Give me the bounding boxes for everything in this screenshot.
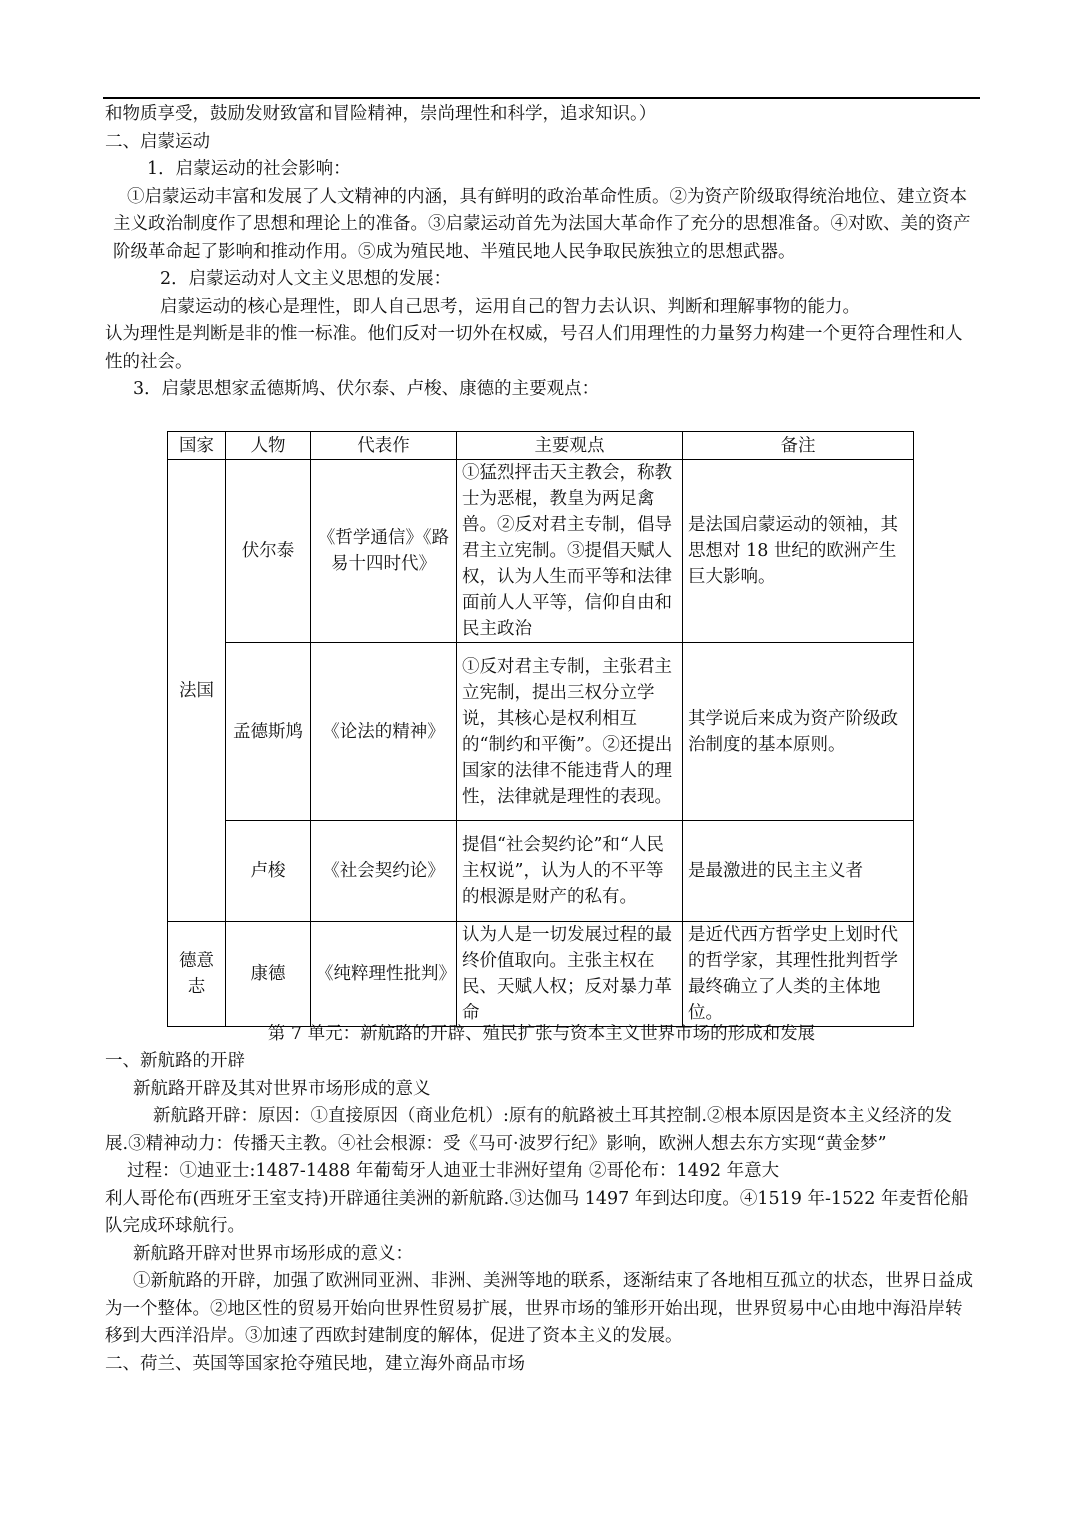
new-routes-process-line1: 过程：①迪亚士:1487-1488 年葡萄牙人迪亚士非洲好望角 ②哥伦布：1492 年意大 bbox=[127, 1161, 780, 1181]
views-cell: ①猛烈抨击天主教会，称教士为恶棍，教皇为两足禽兽。②反对君主专制，倡导君主立宪制。③提倡天赋人权，认为人生而平等和法律面前人人平等，信仰自由和民主政治 bbox=[457, 460, 683, 643]
unit7-title: 第 7 单元：新航路的开辟、殖民扩张与资本主义世界市场的形成和发展 bbox=[267, 1024, 816, 1044]
new-routes-process-line2: 利人哥伦布(西班牙王室支持)开辟通往美洲的新航路.③达伽马 1497 年到达印度。④1519 年-1522 年麦哲伦船队完成环球航行。 bbox=[105, 1188, 969, 1236]
colonies-heading: 二、荷兰、英国等国家抢夺殖民地，建立海外商品市场 bbox=[105, 1353, 525, 1374]
work-cell: 《社会契约论》 bbox=[311, 821, 457, 922]
work-cell: 《纯粹理性批判》 bbox=[311, 922, 457, 1027]
note-cell: 是最激进的民主主义者 bbox=[683, 821, 914, 922]
person-cell: 伏尔泰 bbox=[226, 460, 311, 643]
note-cell: 是法国启蒙运动的领袖，其思想对 18 世纪的欧洲产生巨大影响。 bbox=[683, 460, 914, 643]
new-routes-cause: 新航路开辟：原因：①直接原因（商业危机）:原有的航路被土耳其控制.②根本原因是资本主义经济的发展.③精神动力：传播天主教。④社会根源：受《马可·波罗行纪》影响，欧洲人想去东方实现“黄金梦” bbox=[105, 1106, 952, 1154]
work-cell: 《论法的精神》 bbox=[311, 643, 457, 821]
new-routes-heading: 一、新航路的开辟 bbox=[105, 1051, 245, 1071]
country-france: 法国 bbox=[168, 460, 226, 922]
item1-body: ①启蒙运动丰富和发展了人文精神的内涵，具有鲜明的政治革命性质。②为资产阶级取得统治地位、建立资本主义政治制度作了思想和理论上的准备。③启蒙运动首先为法国大革命作了充分的思想准备。④对欧、美的资产阶级革命起了影响和推动作用。⑤成为殖民地、半殖民地人民争取民族独立的思想武器。 bbox=[113, 186, 971, 262]
person-cell: 孟德斯鸠 bbox=[226, 643, 311, 821]
note-cell: 其学说后来成为资产阶级政治制度的基本原则。 bbox=[683, 643, 914, 821]
header-rule bbox=[103, 97, 980, 99]
views-cell: ①反对君主专制，主张君主立宪制，提出三权分立学说，其核心是权利相互的“制约和平衡”。②还提出国家的法律不能违背人的理性，法律就是理性的表现。 bbox=[457, 643, 683, 821]
table-header-row bbox=[168, 432, 914, 460]
header-work: 代表作 bbox=[311, 432, 457, 460]
item3-title: 3．启蒙思想家孟德斯鸠、伏尔泰、卢梭、康德的主要观点： bbox=[133, 379, 600, 399]
work-cell: 《哲学通信》《路易十四时代》 bbox=[311, 460, 457, 643]
significance-body: ①新航路的开辟，加强了欧洲同亚洲、非洲、美洲等地的联系，逐渐结束了各地相互孤立的状态，世界日益成为一个整体。②地区性的贸易开始向世界性贸易扩展，世界市场的雏形开始出现，世界贸易中心由地中海沿岸转移到大西洋沿岸。③加速了西欧封建制度的解体，促进了资本主义的发展。 bbox=[105, 1271, 973, 1346]
table-row bbox=[168, 643, 914, 821]
person-cell: 卢梭 bbox=[226, 821, 311, 922]
new-routes-subheading: 新航路开辟及其对世界市场形成的意义 bbox=[133, 1078, 431, 1099]
views-cell: 提倡“社会契约论”和“人民主权说”，认为人的不平等的根源是财产的私有。 bbox=[457, 821, 683, 922]
country-germany: 德意志 bbox=[168, 922, 226, 1027]
table-row bbox=[168, 922, 914, 1027]
item2-title: 2．启蒙运动对人文主义思想的发展： bbox=[160, 269, 452, 289]
thinkers-table bbox=[167, 431, 914, 1027]
header-views: 主要观点 bbox=[457, 432, 683, 460]
item2-body: 启蒙运动的核心是理性，即人自己思考，运用自己的智力去认识、判断和理解事物的能力。 bbox=[160, 296, 860, 317]
table-row bbox=[168, 821, 914, 922]
views-cell: 认为人是一切发展过程的最终价值取向。主张主权在民、天赋人权；反对暴力革命 bbox=[457, 922, 683, 1027]
header-note: 备注 bbox=[683, 432, 914, 460]
note-cell: 是近代西方哲学史上划时代的哲学家，其理性批判哲学最终确立了人类的主体地位。 bbox=[683, 922, 914, 1027]
top-text: 和物质享受，鼓励发财致富和冒险精神，崇尚理性和科学，追求知识。） bbox=[105, 104, 657, 124]
item1-title: 1．启蒙运动的社会影响： bbox=[147, 159, 351, 179]
significance-title: 新航路开辟对世界市场形成的意义： bbox=[133, 1243, 413, 1264]
person-cell: 康德 bbox=[226, 922, 311, 1027]
header-person: 人物 bbox=[226, 432, 311, 460]
item2-body-continued: 认为理性是判断是非的惟一标准。他们反对一切外在权威，号召人们用理性的力量努力构建一个更符合理性和人性的社会。 bbox=[105, 324, 963, 372]
enlightenment-section bbox=[105, 101, 978, 404]
table-row bbox=[168, 460, 914, 643]
header-country: 国家 bbox=[168, 432, 226, 460]
section-heading-enlightenment: 二、启蒙运动 bbox=[105, 131, 210, 152]
unit7-section bbox=[105, 1048, 978, 1378]
